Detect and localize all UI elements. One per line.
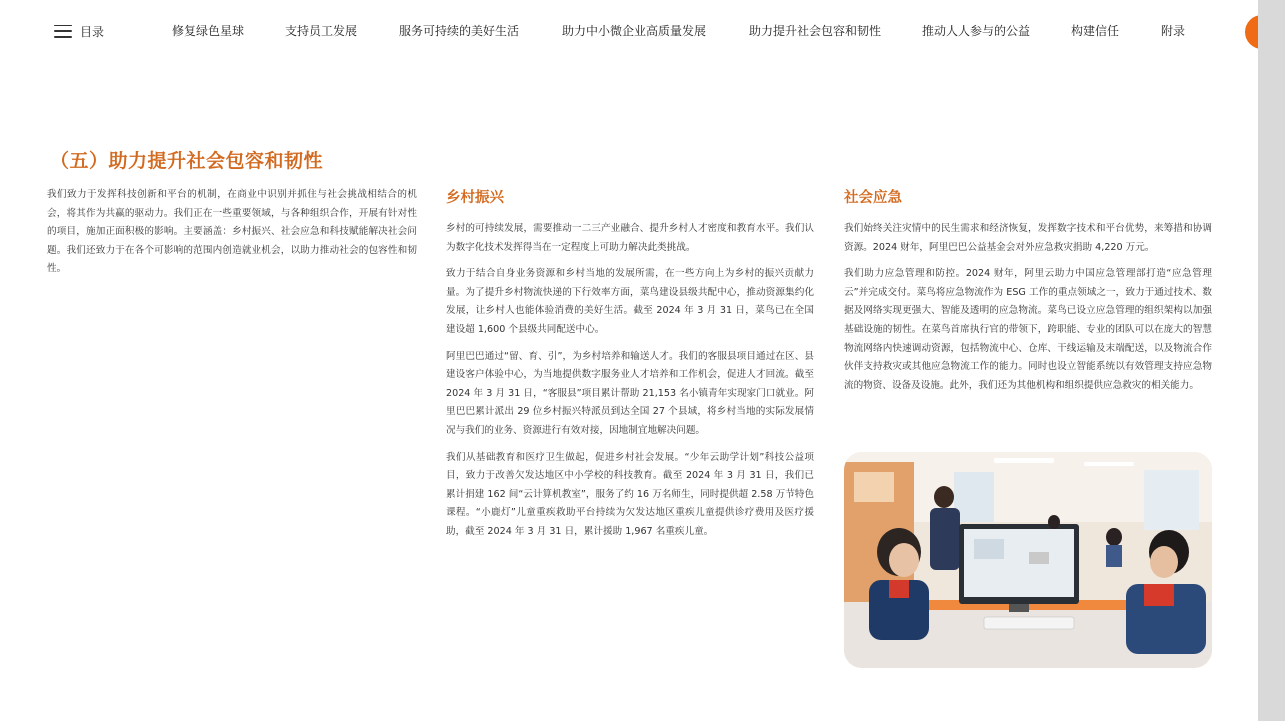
paragraph: 我们助力应急管理和防控。2024 财年，阿里云助力中国应急管理部打造“应急管理云”并完成交付。菜鸟将应急物流作为 ESG 工作的重点领域之一，致力于通过技术、数据及网络实现更强大、智能及透明的应急物流。菜鸟已设立应急管理的组织架构以加强基础设施的韧性。在菜鸟首席执行官的带领下，跨职能、专业的团队可以在庞大的智慧物流网络内快速调动资源，包括物流中心、仓库、干线运输及末端配送，以及物流合作伙伴支持救灾或其他应急物流工作的能力。同时也设立智能系统以有效管理支持应急物流的物资、设备及设施。此外，我们还为其他机构和组织提供应急救灾的相关能力。	[844, 268, 1212, 391]
top-navigation	[0, 0, 1258, 62]
intro-paragraph: 我们致力于发挥科技创新和平台的机制，在商业中识别并抓住与社会挑战相结合的机会，将其作为共赢的驱动力。我们正在一些重要领域，与各种组织合作，开展有针对性的项目，施加正面积极的影响。主要涵盖：乡村振兴、社会应急和科技赋能解决社会问题。我们还致力于在各个可影响的范围内创造就业机会，以助力推动社会的包容性和韧性。	[47, 189, 417, 275]
paragraph: 我们从基础教育和医疗卫生做起，促进乡村社会发展。“少年云助学计划”科技公益项目，致力于改善欠发达地区中小学校的科技教育。截至 2024 年 3 月 31 日，我们已累计捐建 162 间“云计算机教室”，服务了约 16 万名师生，同时提供超 2.58 万节特色课程。“小鹿灯”儿童重疾救助平台持续为欠发达地区重疾儿童提供诊疗费用及医疗援助，截至 2024 年 3 月 31 日，累计援助 1,967 名重疾儿童。	[446, 451, 814, 537]
nav-item-social-resilience[interactable]: 助力提升社会包容和韧性	[749, 24, 882, 38]
paragraph: 致力于结合自身业务资源和乡村当地的发展所需，在一些方向上为乡村的振兴贡献力量。为了提升乡村物流快递的下行效率方面，菜鸟建设县级共配中心，推动资源集约化发展，让乡村人也能体验消费的美好生活。截至 2024 年 3 月 31 日，菜鸟已在全国建设超 1,600 个县级共同配送中心。	[446, 268, 814, 335]
scrollbar[interactable]	[1258, 0, 1285, 721]
nav-item-smes[interactable]: 助力中小微企业高质量发展	[562, 24, 707, 38]
rural-revitalization-title: 乡村振兴	[446, 190, 504, 206]
intro-column	[47, 186, 417, 287]
nav-item-public-welfare[interactable]: 推动人人参与的公益	[922, 24, 1031, 38]
social-emergency-title: 社会应急	[844, 190, 902, 206]
rural-revitalization-column	[446, 220, 814, 550]
nav-item-green-planet[interactable]: 修复绿色星球	[172, 24, 245, 38]
social-emergency-column	[844, 220, 1212, 403]
menu-label: 目录	[80, 24, 105, 39]
paragraph: 乡村的可持续发展，需要推动一二三产业融合、提升乡村人才密度和教育水平。我们认为数字化技术发挥得当在一定程度上可助力解决此类挑战。	[446, 223, 814, 253]
paragraph: 阿里巴巴通过“留、育、引”，为乡村培养和输送人才。我们的客服县项目通过在区、县建设客户体验中心，为当地提供数字服务业人才培养和工作机会，促进人才回流。截至 2024 年 3 月 31 日，“客服县”项目累计帮助 21,153 名小镇青年实现家门口就业。阿里巴巴累计派出 29 位乡村振兴特派员到达全国 27 个县域，将乡村当地的实际发展情况与我们的业务、资源进行有效对接，因地制宜地解决问题。	[446, 350, 814, 436]
paragraph: 我们始终关注灾情中的民生需求和经济恢复，发挥数字技术和平台优势，来筹措和协调资源。2024 财年，阿里巴巴公益基金会对外应急救灾捐助 4,220 万元。	[844, 223, 1212, 253]
menu-button[interactable]	[54, 22, 104, 40]
nav-item-trust[interactable]: 构建信任	[1071, 24, 1120, 38]
section-title: （五）助力提升社会包容和韧性	[50, 150, 324, 172]
classroom-photo	[844, 452, 1212, 668]
hamburger-icon	[54, 25, 72, 38]
nav-item-appendix[interactable]: 附录	[1161, 24, 1186, 38]
nav-item-sustainable-life[interactable]: 服务可持续的美好生活	[399, 24, 520, 38]
nav-item-employee-development[interactable]: 支持员工发展	[285, 24, 358, 38]
